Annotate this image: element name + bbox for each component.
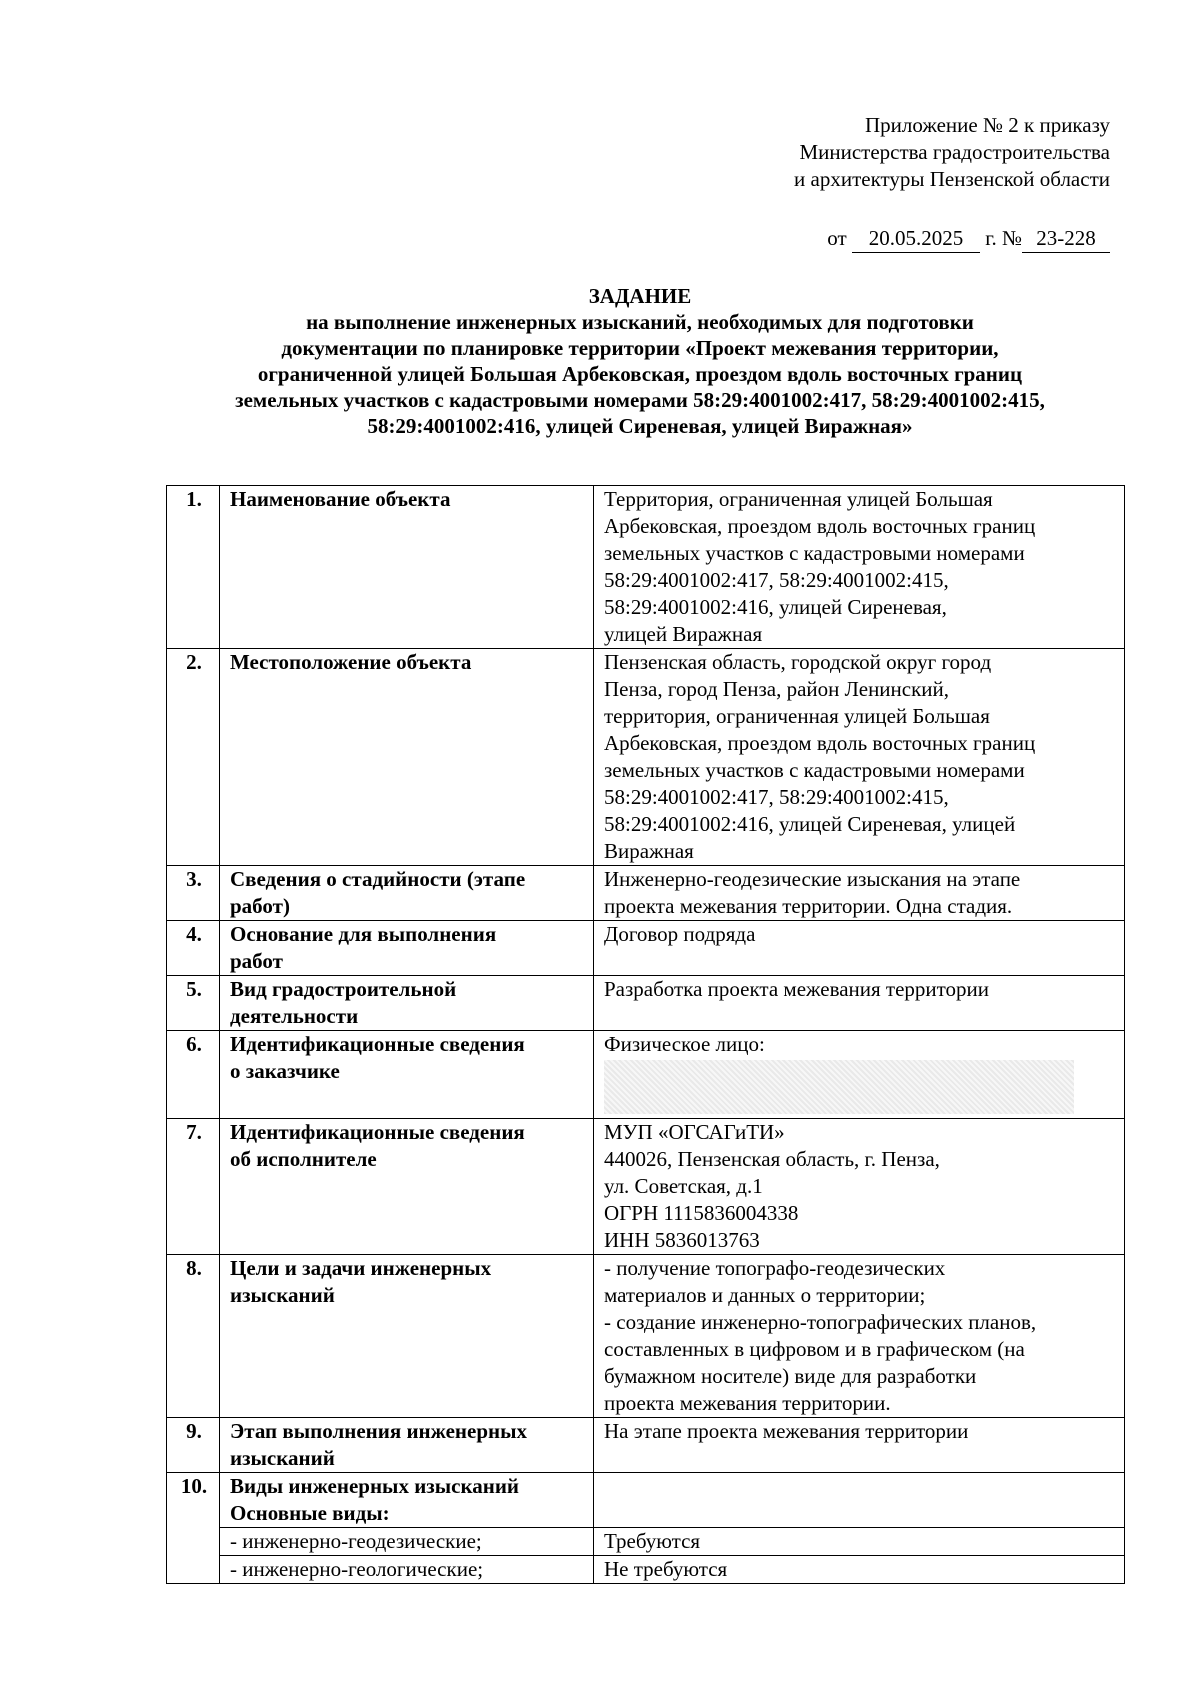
row-label: Сведения о стадийности (этапе работ) bbox=[220, 866, 594, 921]
redacted-block bbox=[604, 1060, 1074, 1114]
row-number: 3. bbox=[167, 866, 220, 921]
table-subrow bbox=[167, 1556, 1125, 1584]
title-line-1: на выполнение инженерных изысканий, необходимых для подготовки bbox=[306, 310, 974, 334]
table-row bbox=[167, 649, 1125, 866]
row-value: Договор подряда bbox=[594, 921, 1125, 976]
task-table bbox=[166, 485, 1125, 1584]
appendix-header bbox=[794, 112, 1110, 193]
table-row bbox=[167, 866, 1125, 921]
row-value-customer bbox=[594, 1031, 1125, 1119]
table-subrow bbox=[167, 1528, 1125, 1556]
row-number: 9. bbox=[167, 1418, 220, 1473]
table-row bbox=[167, 1119, 1125, 1255]
subrow-value: Не требуются bbox=[594, 1556, 1125, 1584]
row-label: Местоположение объекта bbox=[220, 649, 594, 866]
table-row bbox=[167, 1031, 1125, 1119]
subrow-label: - инженерно-геологические; bbox=[220, 1556, 594, 1584]
table-row bbox=[167, 1255, 1125, 1418]
row-value: Пензенская область, городской округ город Пенза, город Пенза, район Ленинский, территория, ограниченная улицей Большая Арбековская, проездом вдоль восточных границ земельных участков с кадастровыми номерами 58:29:4001002:417, 58:29:4001002:415, 58:29:4001002:416, улицей Сиреневая, улицей Виражная bbox=[594, 649, 1125, 866]
order-year-suffix: г. bbox=[985, 226, 997, 250]
row-label: Наименование объекта bbox=[220, 486, 594, 649]
order-date: 20.05.2025 bbox=[852, 225, 980, 253]
row-label: Идентификационные сведения о заказчике bbox=[220, 1031, 594, 1119]
row-value bbox=[594, 1473, 1125, 1528]
order-date-number bbox=[827, 225, 1110, 253]
table-row bbox=[167, 1473, 1125, 1528]
row-number: 7. bbox=[167, 1119, 220, 1255]
row-number: 4. bbox=[167, 921, 220, 976]
row-number: 1. bbox=[167, 486, 220, 649]
order-prefix: от bbox=[827, 226, 847, 250]
document-title bbox=[120, 283, 1160, 439]
row-number: 8. bbox=[167, 1255, 220, 1418]
table-row bbox=[167, 976, 1125, 1031]
appendix-line-3: и архитектуры Пензенской области bbox=[794, 167, 1110, 191]
row-value: На этапе проекта межевания территории bbox=[594, 1418, 1125, 1473]
subrow-value: Требуются bbox=[594, 1528, 1125, 1556]
row-value: МУП «ОГСАГиТИ» 440026, Пензенская область, г. Пенза, ул. Советская, д.1 ОГРН 1115836004338 ИНН 5836013763 bbox=[594, 1119, 1125, 1255]
row-label: Этап выполнения инженерных изысканий bbox=[220, 1418, 594, 1473]
row-value: Инженерно-геодезические изыскания на этапе проекта межевания территории. Одна стадия. bbox=[594, 866, 1125, 921]
order-number: 23-228 bbox=[1022, 225, 1110, 253]
row-label: Вид градостроительной деятельности bbox=[220, 976, 594, 1031]
subrow-label: - инженерно-геодезические; bbox=[220, 1528, 594, 1556]
row-value: - получение топографо-геодезических материалов и данных о территории; - создание инженерно-топографических планов, составленных в цифровом и в графическом (на бумажном носителе) виде для разработки проекта межевания территории. bbox=[594, 1255, 1125, 1418]
row-number: 10. bbox=[167, 1473, 220, 1584]
title-heading: ЗАДАНИЕ bbox=[588, 284, 692, 308]
row-label: Цели и задачи инженерных изысканий bbox=[220, 1255, 594, 1418]
customer-type: Физическое лицо: bbox=[604, 1032, 765, 1056]
order-number-sign: № bbox=[1001, 226, 1022, 250]
title-line-2: документации по планировке территории «Проект межевания территории, bbox=[281, 336, 999, 360]
table-row bbox=[167, 486, 1125, 649]
row-number: 5. bbox=[167, 976, 220, 1031]
table-row bbox=[167, 1418, 1125, 1473]
row-label: Виды инженерных изысканий Основные виды: bbox=[220, 1473, 594, 1528]
title-line-5: 58:29:4001002:416, улицей Сиреневая, улицей Виражная» bbox=[367, 414, 913, 438]
title-line-3: ограниченной улицей Большая Арбековская, проездом вдоль восточных границ bbox=[257, 362, 1023, 386]
row-value: Территория, ограниченная улицей Большая Арбековская, проездом вдоль восточных границ земельных участков с кадастровыми номерами 58:29:4001002:417, 58:29:4001002:415, 58:29:4001002:416, улицей Сиреневая, улицей Виражная bbox=[594, 486, 1125, 649]
table-row bbox=[167, 921, 1125, 976]
row-number: 6. bbox=[167, 1031, 220, 1119]
appendix-line-2: Министерства градостроительства bbox=[799, 140, 1110, 164]
title-line-4: земельных участков с кадастровыми номерами 58:29:4001002:417, 58:29:4001002:415, bbox=[235, 388, 1045, 412]
row-number: 2. bbox=[167, 649, 220, 866]
row-label: Основание для выполнения работ bbox=[220, 921, 594, 976]
row-value: Разработка проекта межевания территории bbox=[594, 976, 1125, 1031]
appendix-line-1: Приложение № 2 к приказу bbox=[865, 113, 1110, 137]
row-label: Идентификационные сведения об исполнителе bbox=[220, 1119, 594, 1255]
